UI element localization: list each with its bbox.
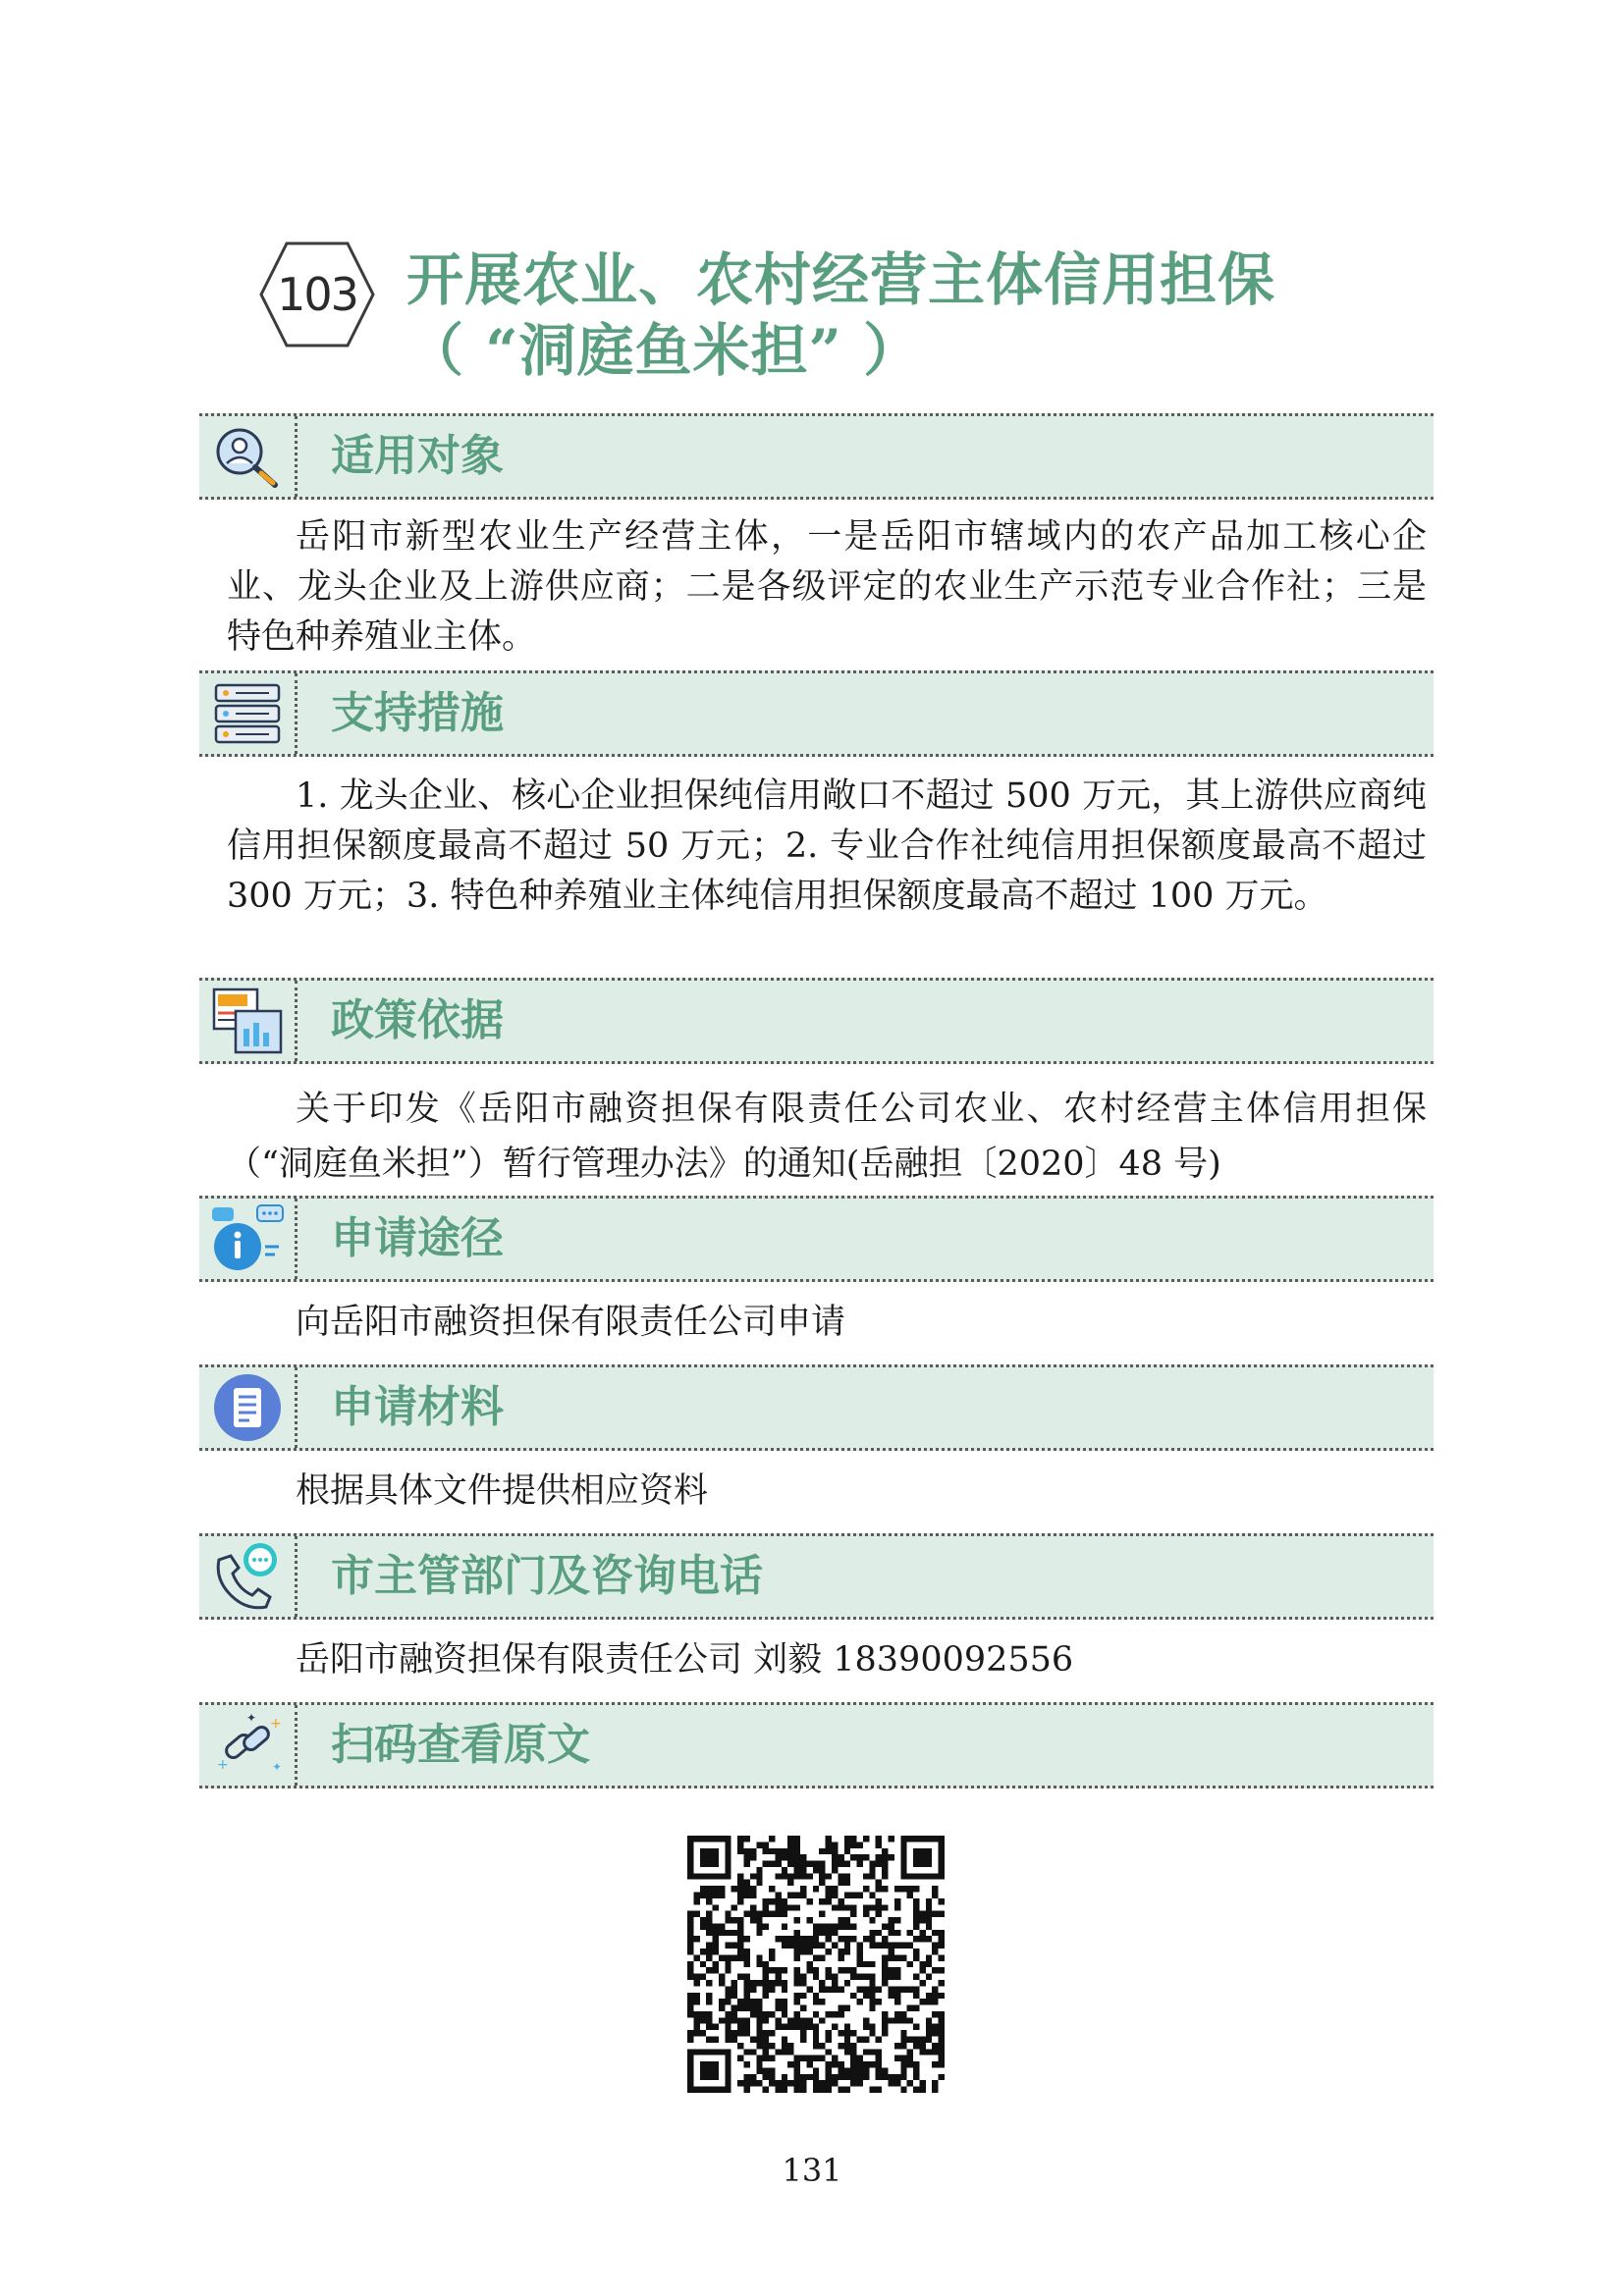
section-title: 申请材料 <box>331 1382 504 1432</box>
item-number-badge <box>257 240 377 349</box>
section-title: 支持措施 <box>331 688 504 738</box>
section-header <box>199 670 1434 757</box>
info-chat-icon <box>199 1199 298 1279</box>
section-header <box>199 1364 1434 1451</box>
page-number: 131 <box>782 2152 842 2189</box>
title-block <box>257 228 1435 385</box>
section-body: 关于印发《岳阳市融资担保有限责任公司农业、农村经营主体信用担保（“洞庭鱼米担”）暂行管理办法》的通知(岳融担〔2020〕48 号) <box>227 1090 1427 1184</box>
page-title-line2: （ “洞庭鱼米担” ） <box>406 317 922 384</box>
svg-text:✦: ✦ <box>245 1711 256 1725</box>
qr-code-image[interactable] <box>687 1836 945 2093</box>
section-header <box>199 978 1434 1064</box>
document-chart-icon <box>199 981 298 1061</box>
section-title: 市主管部门及咨询电话 <box>331 1551 763 1601</box>
svg-text:✦: ✦ <box>271 1760 282 1774</box>
item-number: 103 <box>277 268 357 321</box>
section-header <box>199 1196 1434 1282</box>
person-search-icon <box>199 416 298 497</box>
server-list-icon <box>199 673 298 754</box>
section-body: 岳阳市融资担保有限责任公司 刘毅 18390092556 <box>296 1640 1074 1680</box>
section-header <box>199 1702 1434 1789</box>
page-title-line1: 开展农业、农村经营主体信用担保 <box>406 246 1276 313</box>
section-title: 扫码查看原文 <box>331 1720 590 1770</box>
section-title: 适用对象 <box>331 431 504 481</box>
section-title: 申请途径 <box>331 1213 504 1263</box>
link-icon <box>199 1705 298 1786</box>
list-document-icon <box>199 1367 298 1448</box>
section-body: 向岳阳市融资担保有限责任公司申请 <box>296 1303 846 1342</box>
section-title: 政策依据 <box>331 995 504 1045</box>
section-header <box>199 413 1434 500</box>
section-header <box>199 1533 1434 1620</box>
phone-chat-icon <box>199 1536 298 1617</box>
section-body: 1. 龙头企业、核心企业担保纯信用敞口不超过 500 万元，其上游供应商纯信用担保额度最高不超过 50 万元；2. 专业合作社纯信用担保额度最高不超过 300 万元；3. 特色种养殖业主体纯信用担保额度最高不超过 100 万元。 <box>227 776 1427 916</box>
svg-text:+: + <box>269 1716 282 1732</box>
svg-text:+: + <box>216 1757 229 1773</box>
section-body: 根据具体文件提供相应资料 <box>296 1471 709 1511</box>
section-body: 岳阳市新型农业生产经营主体，一是岳阳市辖域内的农产品加工核心企业、龙头企业及上游供应商；二是各级评定的农业生产示范专业合作社；三是特色种养殖业主体。 <box>227 517 1427 657</box>
